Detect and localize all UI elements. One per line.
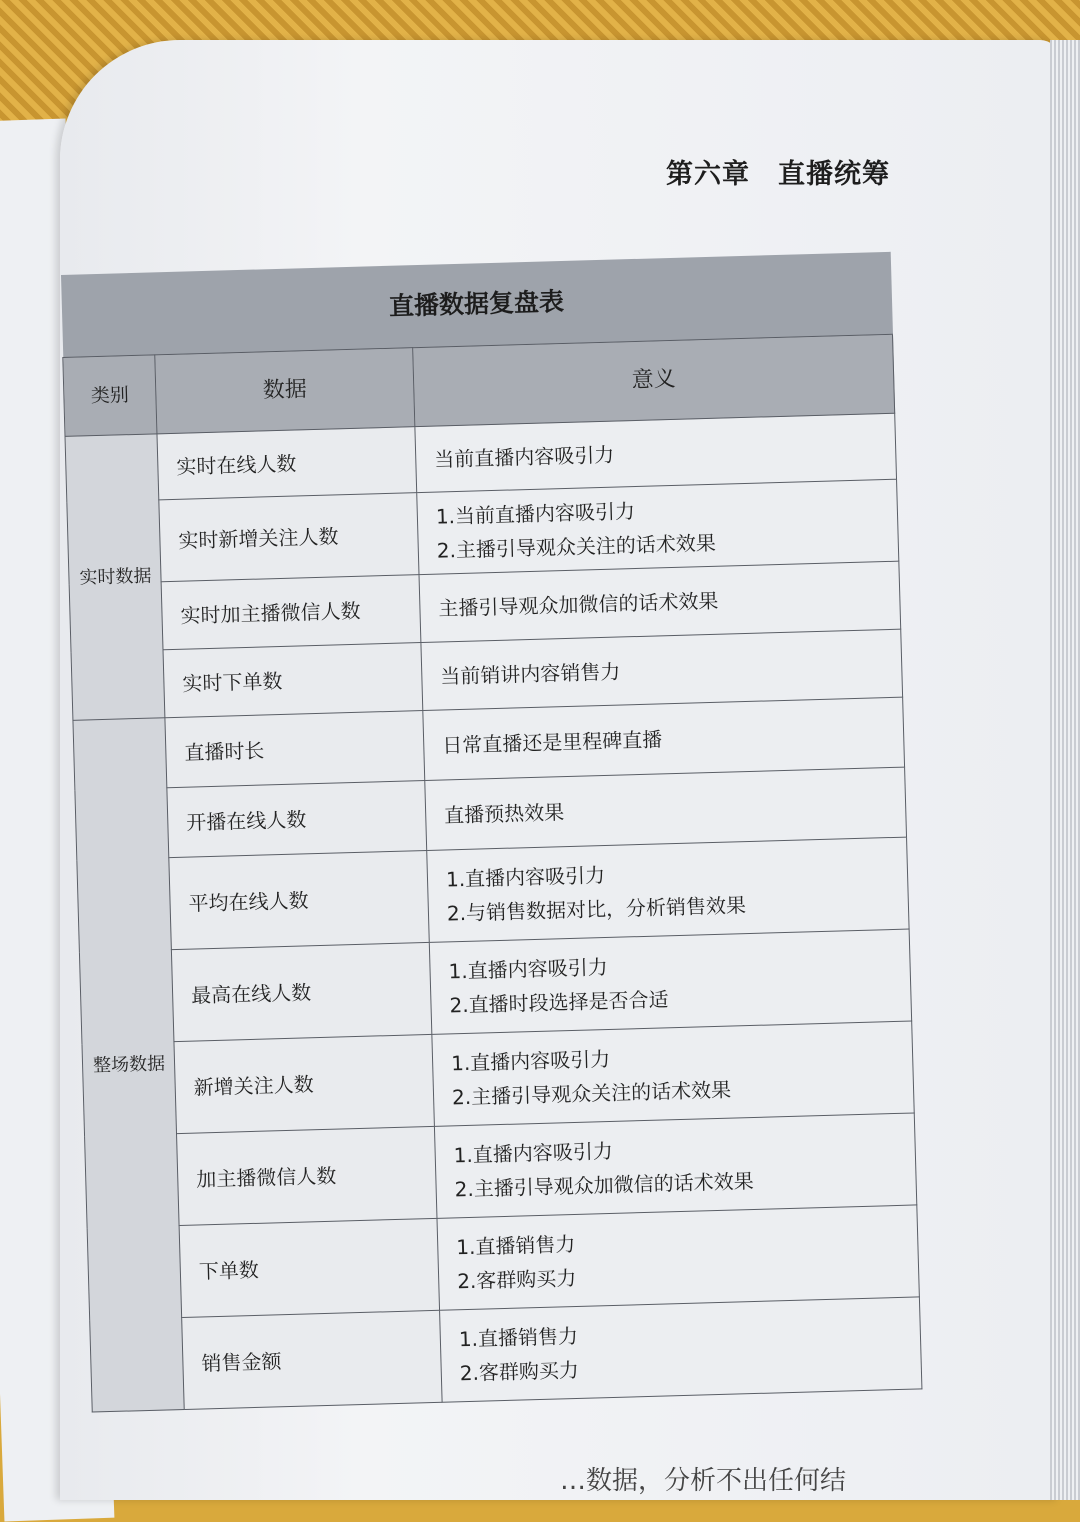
meaning-line: 2.主播引导观众关注的话术效果 (451, 1077, 732, 1109)
meaning-line: 2.直播时段选择是否合适 (449, 986, 669, 1017)
meaning-line: 1.当前直播内容吸引力 (435, 498, 636, 529)
meaning-line: 当前直播内容吸引力 (433, 442, 615, 472)
meaning-line: 2.客群购买力 (456, 1265, 577, 1293)
data-cell: 新增关注人数 (174, 1034, 434, 1133)
footer-text-fragment: …数据，分析不出任何结 (560, 1466, 847, 1496)
chapter-title: 第六章 直播统筹 (666, 159, 890, 190)
meaning-cell (429, 929, 911, 1034)
header-category: 类别 (63, 355, 157, 437)
meaning-line: 2.与销售数据对比，分析销售效果 (446, 892, 747, 925)
table-title: 直播数据复盘表 (60, 252, 892, 358)
data-cell: 加主播微信人数 (177, 1126, 437, 1225)
meaning-line: 1.直播内容吸引力 (445, 862, 606, 891)
header-data: 数据 (155, 348, 415, 434)
category-cell: 整场数据 (73, 718, 184, 1412)
data-cell: 最高在线人数 (171, 942, 431, 1041)
meaning-cell (427, 837, 909, 942)
data-cell: 平均在线人数 (169, 850, 429, 949)
meaning-line: 1.直播销售力 (458, 1323, 579, 1351)
meaning-cell (425, 767, 907, 850)
data-cell: 直播时长 (165, 711, 425, 788)
meaning-line: 1.直播销售力 (455, 1231, 576, 1259)
meaning-line: 2.主播引导观众加微信的话术效果 (454, 1168, 754, 1201)
meaning-cell (434, 1113, 916, 1218)
meaning-line: 日常直播还是里程碑直播 (441, 726, 663, 758)
data-cell: 实时新增关注人数 (159, 493, 419, 582)
meaning-line: 直播预热效果 (443, 799, 565, 827)
data-cell: 实时下单数 (163, 643, 423, 718)
data-cell: 开播在线人数 (167, 781, 427, 858)
meaning-line: 2.主播引导观众关注的话术效果 (436, 530, 717, 563)
data-cell: 实时加主播微信人数 (161, 575, 421, 650)
review-table-wrapper (60, 252, 921, 1413)
meaning-line: 1.直播内容吸引力 (450, 1046, 611, 1075)
meaning-line: 2.客群购买力 (459, 1357, 580, 1385)
review-table (60, 252, 922, 1413)
meaning-cell (432, 1021, 914, 1126)
data-cell: 实时在线人数 (157, 427, 417, 500)
meaning-line: 1.直播内容吸引力 (448, 954, 608, 983)
meaning-line: 主播引导观众加微信的话术效果 (438, 588, 719, 621)
header-meaning: 意义 (413, 334, 895, 426)
data-cell: 销售金额 (182, 1310, 442, 1409)
page-edge (1050, 40, 1080, 1500)
meaning-cell (423, 697, 905, 780)
meaning-cell (437, 1205, 919, 1310)
meaning-line: 当前销讲内容销售力 (440, 659, 621, 689)
category-cell: 实时数据 (65, 434, 165, 720)
meaning-line: 1.直播内容吸引力 (453, 1138, 614, 1167)
meaning-cell (440, 1297, 922, 1402)
meaning-cell (417, 479, 899, 574)
data-cell: 下单数 (179, 1218, 439, 1317)
